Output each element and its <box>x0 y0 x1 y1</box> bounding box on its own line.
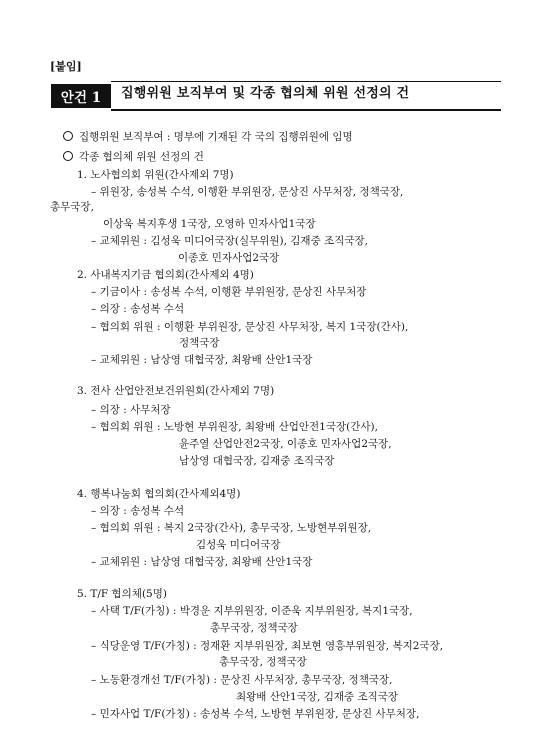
list-item: – 교체위원 : 남상영 대협국장, 최왕배 산안1국장 <box>91 354 313 366</box>
section-heading: 2. 사내복지기금 협의회(간사제외 4명) <box>77 269 254 281</box>
list-item-continuation: 윤주열 산업안전2국장, 이종호 민자사업2국장, <box>179 438 392 450</box>
agenda-number-badge: 안건 1 <box>51 84 111 108</box>
list-item: – 의장 : 송성복 수석 <box>91 303 185 315</box>
list-item-continuation: 남상영 대협국장, 김재중 조직국장 <box>179 455 335 467</box>
list-item-continuation: 총무국장, <box>50 201 94 213</box>
list-item-continuation: 총무국장, 정책국장 <box>210 622 298 634</box>
list-item: – 의장 : 사무처장 <box>91 404 171 416</box>
list-item-continuation: 이종호 민자사업2국장 <box>178 252 280 264</box>
list-item-continuation: 김성욱 미디어국장 <box>196 539 281 551</box>
list-item: – 협의회 위원 : 이행환 부위원장, 문상진 사무처장, 복지 1국장(간사), <box>91 321 409 333</box>
attachment-label: [붙임] <box>50 60 82 73</box>
list-item: – 위원장, 송성복 수석, 이행환 부위원장, 문상진 사무처장, 정책국장, <box>91 186 404 198</box>
list-item: – 식당운영 T/F(가칭) : 정재환 지부위원장, 최보현 영흥부위원장, 복지2국장, <box>91 640 444 652</box>
list-item-continuation: 이상욱 복지후생 1국장, 오영하 민자사업1국장 <box>103 218 316 230</box>
list-item: – 교체위원 : 남상영 대협국장, 최왕배 산안1국장 <box>91 556 313 568</box>
bullet-text: 집행위원 보직부여 : 명부에 기재된 각 국의 집행위원에 임명 <box>79 131 353 143</box>
title-top-rule <box>111 81 501 82</box>
list-item: – 사택 T/F(가칭) : 박경운 지부위원장, 이준욱 지부위원장, 복지1국장, <box>91 605 413 617</box>
section-heading: 5. T/F 협의체(5명) <box>77 588 167 600</box>
list-item: – 의장 : 송성복 수석 <box>91 505 185 517</box>
title-bottom-rule <box>111 109 501 111</box>
section-heading: 4. 행복나눔회 협의회(간사제외4명) <box>77 488 241 500</box>
section-heading: 3. 전사 산업안전보건위원회(간사제외 7명) <box>77 385 275 397</box>
bullet-item <box>63 130 353 144</box>
circle-bullet-icon <box>63 131 73 141</box>
list-item: – 교체위원 : 김성욱 미디어국장(실무위원), 김재중 조직국장, <box>91 235 368 247</box>
list-item-continuation: 총무국장, 정책국장 <box>219 656 307 668</box>
list-item: – 협의회 위원 : 노방현 부위원장, 최왕배 산업안전1국장(간사), <box>91 421 378 433</box>
list-item: – 기금이사 : 송성복 수석, 이행환 부위원장, 문상진 사무처장 <box>91 286 367 298</box>
list-item: – 노동환경개선 T/F(가칭) : 문상진 사무처장, 총무국장, 정책국장, <box>91 674 393 686</box>
agenda-title: 집행위원 보직부여 및 각종 협의체 위원 선정의 건 <box>121 86 410 101</box>
list-item: – 민자사업 T/F(가칭) : 송성복 수석, 노방현 부위원장, 문상진 사무처장, <box>91 708 420 720</box>
bullet-text: 각종 협의체 위원 선정의 건 <box>79 151 204 163</box>
list-item: – 협의회 위원 : 복지 2국장(간사), 총무국장, 노방현부위원장, <box>91 522 372 534</box>
section-heading: 1. 노사협의회 위원(간사제외 7명) <box>77 169 234 181</box>
list-item-continuation: 정책국장 <box>179 337 220 349</box>
bullet-item <box>63 150 204 164</box>
list-item-continuation: 최왕배 산안1국장, 김재중 조직국장 <box>236 691 399 703</box>
circle-bullet-icon <box>63 151 73 161</box>
